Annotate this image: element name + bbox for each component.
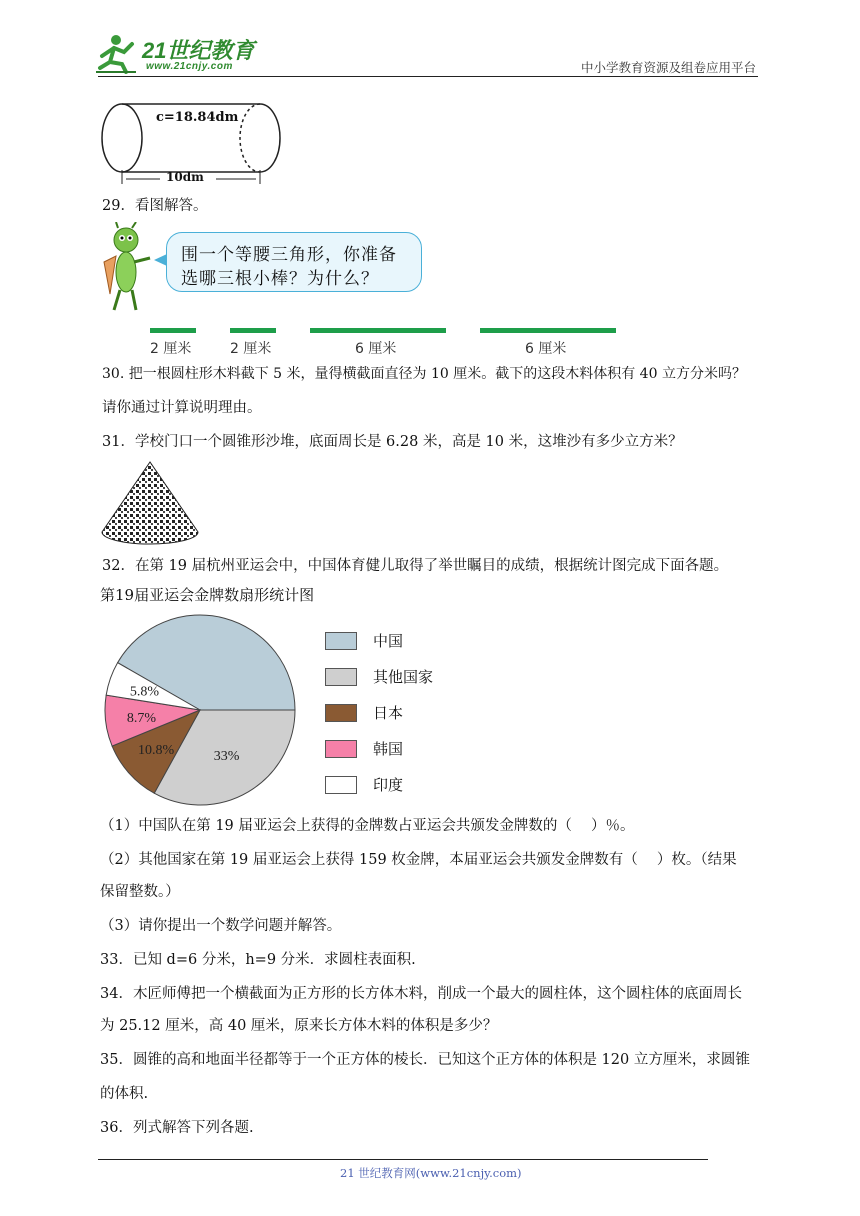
logo-url: www.21cnjy.com (146, 61, 233, 72)
footer-text: 21 世纪教育网(www.21cnjy.com) (340, 1166, 522, 1180)
pie-label-日本: 10.8% (137, 743, 175, 759)
question-32: 32．在第 19 届杭州亚运会中，中国体育健儿取得了举世瞩目的成绩，根据统计图完成下面各题。 (102, 558, 729, 574)
footer-divider (98, 1159, 708, 1160)
cylinder-figure (100, 100, 290, 186)
legend-label-中国: 中国 (373, 632, 404, 650)
chart-legend (325, 630, 465, 810)
legend-label-印度: 印度 (373, 776, 404, 794)
legend-swatch-日本 (325, 704, 357, 722)
stick-3 (310, 328, 446, 333)
pie-label-韩国: 8.7% (126, 710, 157, 726)
pie-chart (100, 610, 300, 810)
legend-label-日本: 日本 (373, 704, 404, 722)
speech-line-2: 选哪三根小棒？为什么？ (181, 269, 379, 289)
stick-2 (230, 328, 276, 333)
question-30-line-2: 请你通过计算说明理由。 (102, 400, 262, 416)
question-29: 29．看图解答。 (102, 198, 208, 214)
pie-label-其他国家: 33% (213, 748, 240, 764)
chart-title: 第19届亚运会金牌数扇形统计图 (100, 586, 315, 604)
stick-4 (480, 328, 616, 333)
circumference-label: c=18.84dm (156, 110, 239, 125)
length-label: 10dm (166, 170, 204, 184)
legend-swatch-印度 (325, 776, 357, 794)
logo-text: 21世纪教育 (142, 38, 255, 63)
site-logo (96, 32, 256, 74)
question-34-line-1: 34．木匠师傅把一个横截面为正方形的长方体木料，削成一个最大的圆柱体，这个圆柱体的底面周长 (100, 986, 742, 1002)
question-32-2-line-1: （2）其他国家在第 19 届亚运会上获得 159 枚金牌，本届亚运会共颁发金牌数有（ ）枚。（结果 (100, 852, 737, 868)
cartoon-figure (96, 222, 160, 314)
speech-bubble (166, 232, 422, 292)
question-34-line-2: 为 25.12 厘米，高 40 厘米，原来长方体木料的体积是多少？ (100, 1018, 498, 1034)
legend-label-其他国家: 其他国家 (373, 668, 434, 686)
question-32-2-line-2: 保留整数。） (100, 884, 180, 900)
platform-name: 中小学教育资源及组卷应用平台 (580, 60, 756, 75)
question-35-line-2: 的体积. (100, 1086, 149, 1102)
question-33: 33．已知 d=6 分米，h=9 分米．求圆柱表面积. (100, 952, 416, 968)
header-divider (98, 76, 758, 77)
speech-tail (154, 254, 167, 266)
stick-label-4: 6 厘米 (525, 341, 567, 357)
question-36: 36．列式解答下列各题. (100, 1120, 254, 1136)
cartoon-character-icon (96, 222, 160, 314)
stick-label-1: 2 厘米 (150, 341, 192, 357)
legend-swatch-中国 (325, 632, 357, 650)
sand-cone-figure (100, 460, 200, 546)
question-31: 31．学校门口一个圆锥形沙堆，底面周长是 6.28 米，高是 10 米，这堆沙有多少立方米？ (102, 434, 683, 450)
stick-label-2: 2 厘米 (230, 341, 272, 357)
pie-label-印度: 5.8% (129, 684, 160, 700)
stick-label-3: 6 厘米 (355, 341, 397, 357)
question-30-line-1: 30. 把一根圆柱形木料截下 5 米，量得横截面直径为 10 厘米。截下的这段木料体积有 40 立方分米吗？ (102, 366, 746, 382)
legend-swatch-其他国家 (325, 668, 357, 686)
question-35-line-1: 35．圆锥的高和地面半径都等于一个正方体的棱长．已知这个正方体的体积是 120 立方厘米，求圆锥 (100, 1052, 750, 1068)
legend-label-韩国: 韩国 (373, 740, 404, 758)
speech-line-1: 围一个等腰三角形，你准备 (181, 245, 397, 265)
stick-1 (150, 328, 196, 333)
legend-swatch-韩国 (325, 740, 357, 758)
question-32-3: （3）请你提出一个数学问题并解答。 (100, 918, 342, 934)
question-32-1: （1）中国队在第 19 届亚运会上获得的金牌数占亚运会共颁发金牌数的（ ）％。 (100, 818, 635, 834)
